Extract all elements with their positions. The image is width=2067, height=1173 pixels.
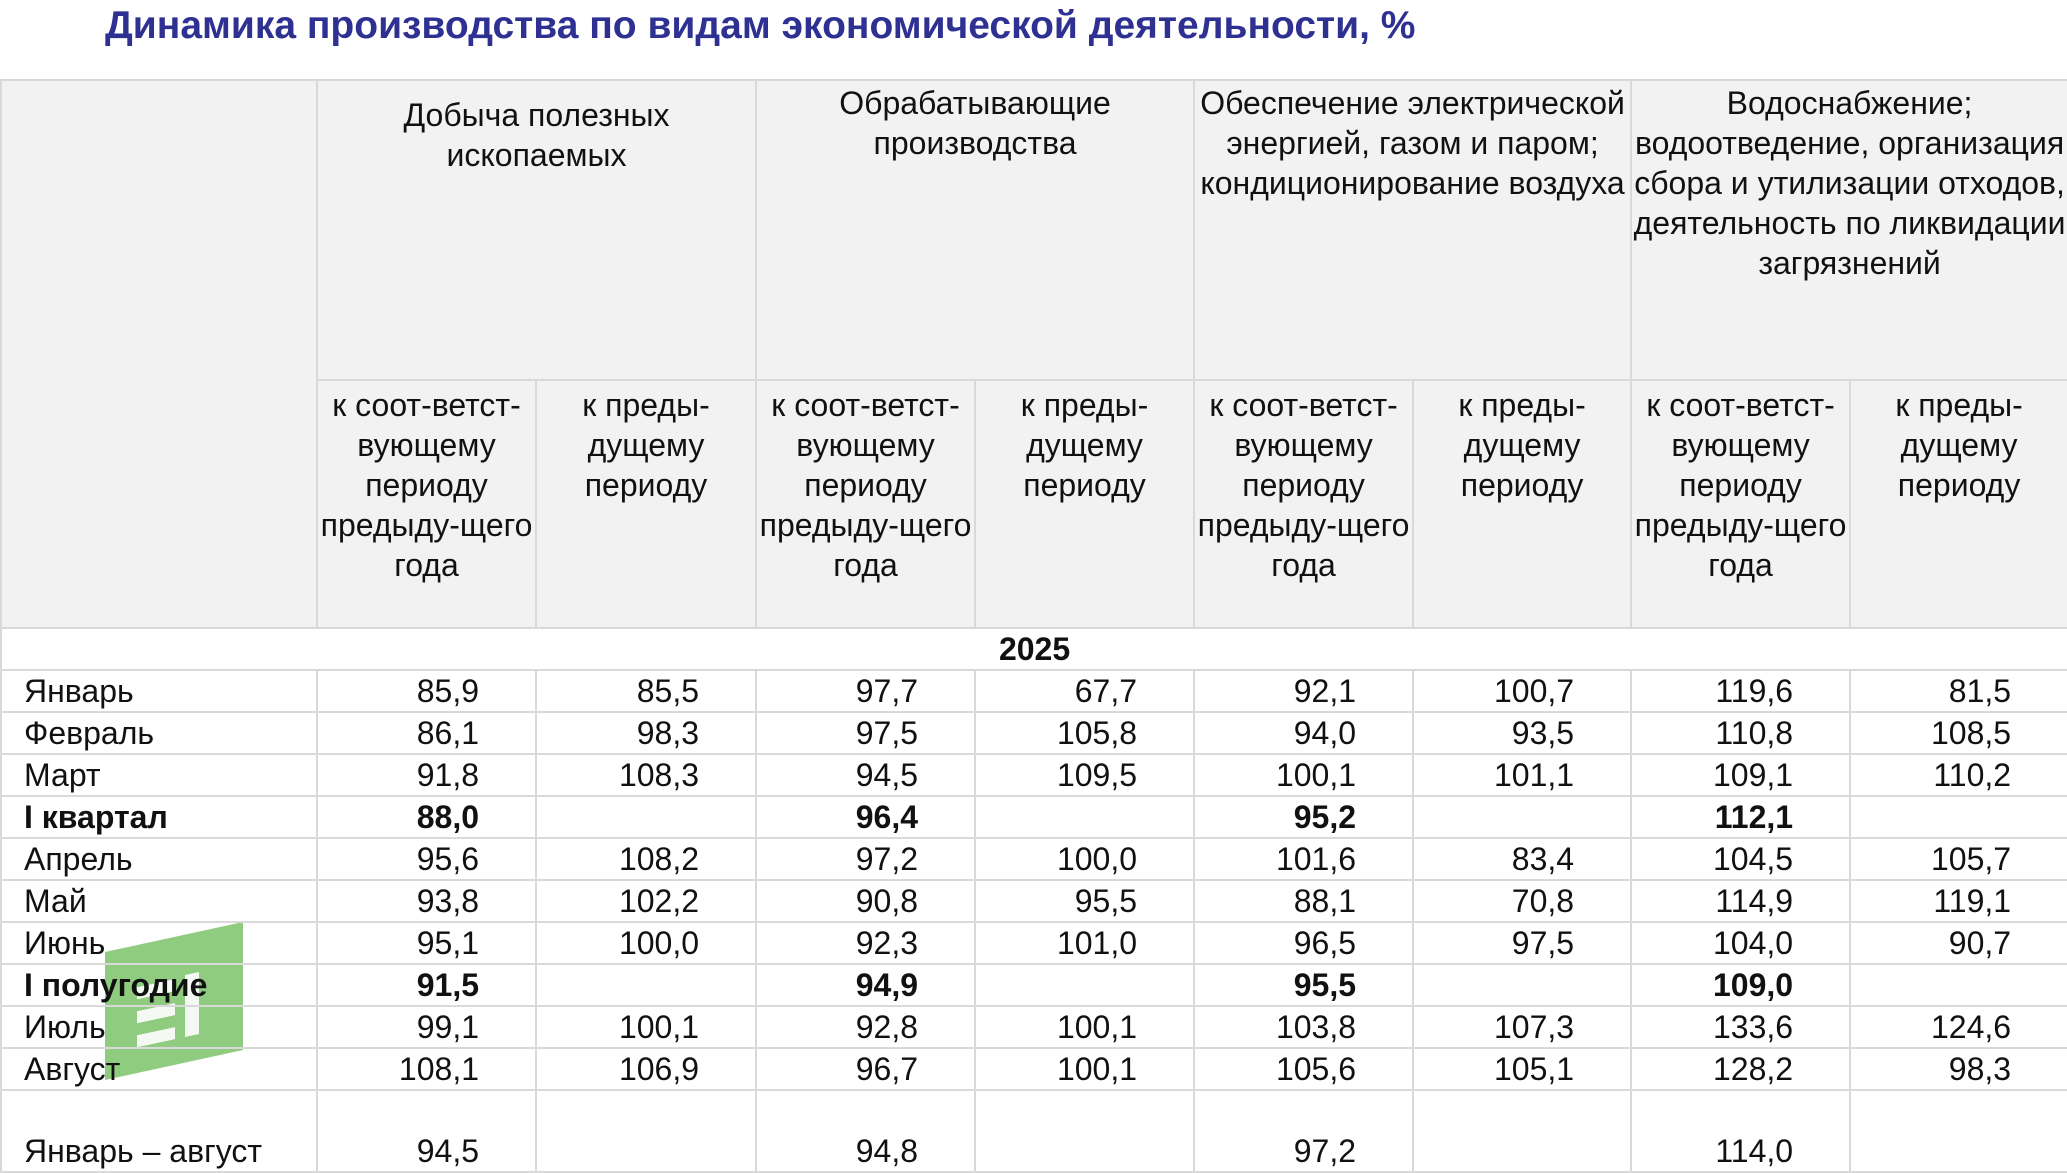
value-cell: 107,3 — [1413, 1006, 1631, 1048]
row-label: Июнь — [1, 922, 317, 964]
table-row — [1, 964, 2067, 1006]
table-row — [1, 796, 2067, 838]
value-cell: 94,5 — [756, 754, 975, 796]
value-cell: 96,4 — [756, 796, 975, 838]
subheader-yoy: к соот-ветст-вующему периоду предыду-щего года — [756, 380, 975, 628]
value-cell: 97,5 — [1413, 922, 1631, 964]
value-cell: 97,5 — [756, 712, 975, 754]
subheader-yoy: к соот-ветст-вующему периоду предыду-щего года — [1631, 380, 1850, 628]
value-cell: 88,1 — [1194, 880, 1413, 922]
value-cell: 104,0 — [1631, 922, 1850, 964]
table-row — [1, 838, 2067, 880]
value-cell: 112,1 — [1631, 796, 1850, 838]
value-cell: 92,1 — [1194, 670, 1413, 712]
row-label: Март — [1, 754, 317, 796]
value-cell — [1850, 964, 2067, 1006]
value-cell: 90,7 — [1850, 922, 2067, 964]
header-water: Водоснабжение; водоотведение, организация сбора и утилизации отходов, деятельность по ликвидации загрязнений — [1631, 80, 2067, 380]
value-cell: 81,5 — [1850, 670, 2067, 712]
value-cell: 70,8 — [1413, 880, 1631, 922]
table-row — [1, 1090, 2067, 1172]
value-cell — [536, 964, 756, 1006]
value-cell: 85,5 — [536, 670, 756, 712]
row-label: Май — [1, 880, 317, 922]
value-cell: 128,2 — [1631, 1048, 1850, 1090]
header-corner — [1, 80, 317, 628]
value-cell: 101,6 — [1194, 838, 1413, 880]
table-row — [1, 1048, 2067, 1090]
value-cell: 124,6 — [1850, 1006, 2067, 1048]
value-cell: 94,0 — [1194, 712, 1413, 754]
table-row — [1, 1006, 2067, 1048]
value-cell: 97,7 — [756, 670, 975, 712]
value-cell: 100,1 — [975, 1006, 1194, 1048]
header-mining: Добыча полезных ископаемых — [317, 80, 756, 380]
row-label: Август — [1, 1048, 317, 1090]
value-cell: 97,2 — [1194, 1090, 1413, 1172]
value-cell: 100,0 — [536, 922, 756, 964]
value-cell: 108,5 — [1850, 712, 2067, 754]
value-cell: 83,4 — [1413, 838, 1631, 880]
value-cell: 100,1 — [975, 1048, 1194, 1090]
table-row — [1, 670, 2067, 712]
value-cell: 98,3 — [1850, 1048, 2067, 1090]
value-cell: 105,1 — [1413, 1048, 1631, 1090]
row-label: Апрель — [1, 838, 317, 880]
value-cell: 100,7 — [1413, 670, 1631, 712]
value-cell: 108,2 — [536, 838, 756, 880]
value-cell: 133,6 — [1631, 1006, 1850, 1048]
value-cell — [1413, 964, 1631, 1006]
value-cell: 100,0 — [975, 838, 1194, 880]
value-cell: 108,3 — [536, 754, 756, 796]
value-cell: 105,6 — [1194, 1048, 1413, 1090]
value-cell: 91,8 — [317, 754, 536, 796]
row-label: I полугодие — [1, 964, 317, 1006]
value-cell: 96,7 — [756, 1048, 975, 1090]
value-cell: 108,1 — [317, 1048, 536, 1090]
subheader-prev-period: к преды-дущему периоду — [975, 380, 1194, 628]
value-cell: 95,6 — [317, 838, 536, 880]
value-cell: 100,1 — [1194, 754, 1413, 796]
value-cell: 110,2 — [1850, 754, 2067, 796]
subheader-prev-period: к преды-дущему периоду — [536, 380, 756, 628]
value-cell: 103,8 — [1194, 1006, 1413, 1048]
value-cell: 102,2 — [536, 880, 756, 922]
value-cell: 85,9 — [317, 670, 536, 712]
value-cell: 100,1 — [536, 1006, 756, 1048]
subheader-yoy: к соот-ветст-вующему периоду предыду-щего года — [317, 380, 536, 628]
value-cell: 94,5 — [317, 1090, 536, 1172]
value-cell — [1413, 1090, 1631, 1172]
value-cell: 105,7 — [1850, 838, 2067, 880]
value-cell: 95,1 — [317, 922, 536, 964]
value-cell: 119,1 — [1850, 880, 2067, 922]
value-cell: 93,8 — [317, 880, 536, 922]
value-cell: 119,6 — [1631, 670, 1850, 712]
value-cell: 101,0 — [975, 922, 1194, 964]
value-cell: 97,2 — [756, 838, 975, 880]
value-cell — [975, 964, 1194, 1006]
value-cell: 104,5 — [1631, 838, 1850, 880]
table-row — [1, 712, 2067, 754]
value-cell — [1850, 796, 2067, 838]
row-label: Июль — [1, 1006, 317, 1048]
value-cell: 109,1 — [1631, 754, 1850, 796]
subheader-yoy: к соот-ветст-вующему периоду предыду-щего года — [1194, 380, 1413, 628]
value-cell: 99,1 — [317, 1006, 536, 1048]
table-row — [1, 880, 2067, 922]
value-cell: 105,8 — [975, 712, 1194, 754]
page-title: Динамика производства по видам экономической деятельности, % — [105, 4, 1416, 47]
row-label: Январь – август — [1, 1090, 317, 1172]
value-cell: 110,8 — [1631, 712, 1850, 754]
row-label: Январь — [1, 670, 317, 712]
value-cell: 67,7 — [975, 670, 1194, 712]
value-cell: 90,8 — [756, 880, 975, 922]
value-cell: 92,3 — [756, 922, 975, 964]
value-cell: 88,0 — [317, 796, 536, 838]
value-cell: 92,8 — [756, 1006, 975, 1048]
value-cell: 106,9 — [536, 1048, 756, 1090]
value-cell: 114,0 — [1631, 1090, 1850, 1172]
value-cell — [975, 1090, 1194, 1172]
value-cell: 114,9 — [1631, 880, 1850, 922]
value-cell: 109,5 — [975, 754, 1194, 796]
subheader-prev-period: к преды-дущему периоду — [1413, 380, 1631, 628]
value-cell: 95,5 — [975, 880, 1194, 922]
value-cell — [536, 1090, 756, 1172]
value-cell: 86,1 — [317, 712, 536, 754]
subheader-prev-period: к преды-дущему периоду — [1850, 380, 2067, 628]
value-cell: 91,5 — [317, 964, 536, 1006]
table-row — [1, 922, 2067, 964]
value-cell: 95,5 — [1194, 964, 1413, 1006]
value-cell: 94,9 — [756, 964, 975, 1006]
value-cell — [536, 796, 756, 838]
value-cell — [975, 796, 1194, 838]
header-manufacturing: Обрабатывающие производства — [756, 80, 1194, 380]
value-cell: 94,8 — [756, 1090, 975, 1172]
value-cell: 96,5 — [1194, 922, 1413, 964]
value-cell — [1850, 1090, 2067, 1172]
value-cell: 95,2 — [1194, 796, 1413, 838]
value-cell: 109,0 — [1631, 964, 1850, 1006]
table-row — [1, 754, 2067, 796]
header-energy: Обеспечение электрической энергией, газом и паром; кондиционирование воздуха — [1194, 80, 1631, 380]
value-cell: 93,5 — [1413, 712, 1631, 754]
year-row: 2025 — [1, 628, 2067, 670]
production-dynamics-table — [0, 79, 2067, 1173]
value-cell: 101,1 — [1413, 754, 1631, 796]
row-label: I квартал — [1, 796, 317, 838]
value-cell — [1413, 796, 1631, 838]
value-cell: 98,3 — [536, 712, 756, 754]
row-label: Февраль — [1, 712, 317, 754]
